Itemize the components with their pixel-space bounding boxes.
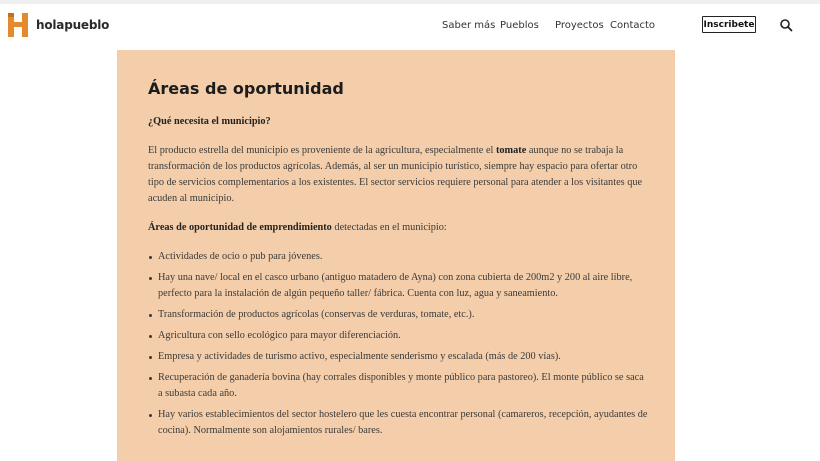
- section-paragraph: [148, 143, 648, 207]
- inscribete-button[interactable]: Inscribete: [702, 16, 756, 33]
- nav-pueblos[interactable]: Pueblos: [500, 20, 539, 31]
- list-item: Hay varios establecimientos del sector hostelero que les cuesta encontrar personal (camareros, recepción, ayudantes de cocina). Normalmente son alojamientos rurales/ bares.: [158, 407, 648, 439]
- logo-h-icon: [8, 13, 30, 37]
- intro-text: detectadas en el municipio:: [331, 222, 447, 233]
- section-title: Áreas de oportunidad: [148, 79, 344, 98]
- site-header: [0, 4, 820, 46]
- list-item: Empresa y actividades de turismo activo, especialmente senderismo y escalada (más de 200 vías).: [158, 349, 648, 365]
- paragraph-text: El producto estrella del municipio es proveniente de la agricultura, especialmente el: [148, 145, 496, 156]
- list-item: Transformación de productos agrícolas (conservas de verduras, tomate, etc.).: [158, 307, 648, 323]
- brand-name: holapueblo: [36, 18, 110, 32]
- nav-saber-mas[interactable]: Saber más: [442, 20, 496, 31]
- section-question: ¿Qué necesita el municipio?: [148, 116, 271, 127]
- list-item: Actividades de ocio o pub para jóvenes.: [158, 249, 648, 265]
- nav-proyectos[interactable]: Proyectos: [555, 20, 604, 31]
- section-intro: [148, 220, 648, 236]
- intro-bold: Áreas de oportunidad de emprendimiento: [148, 222, 332, 233]
- list-item: Recuperación de ganadería bovina (hay corrales disponibles y monte público para pastoreo). El monte público se saca a subasta cada año.: [158, 370, 648, 402]
- paragraph-bold: tomate: [495, 145, 527, 156]
- brand-logo[interactable]: [8, 13, 109, 37]
- paragraph-text-rest: aunque no se trabaja la transformación de los productos agrícolas. Además, al ser un municipio turístico, siempre hay espacio para ofertar otro tipo de servicios complementarios a los existentes. El sector servicios requiere personal para atender a los visitantes que acuden al municipio.: [148, 145, 643, 204]
- opportunity-content: [148, 78, 648, 444]
- nav-contacto[interactable]: Contacto: [610, 20, 656, 31]
- list-item: Hay una nave/ local en el casco urbano (antiguo matadero de Ayna) con zona cubierta de 200m2 y 200 al aire libre, perfecto para la instalación de algún pequeño taller/ fábrica. Cuenta con luz, agua y saneamiento.: [158, 270, 648, 302]
- search-icon[interactable]: [779, 18, 793, 32]
- opportunity-list: [148, 249, 648, 439]
- list-item: Agricultura con sello ecológico para mayor diferenciación.: [158, 328, 648, 344]
